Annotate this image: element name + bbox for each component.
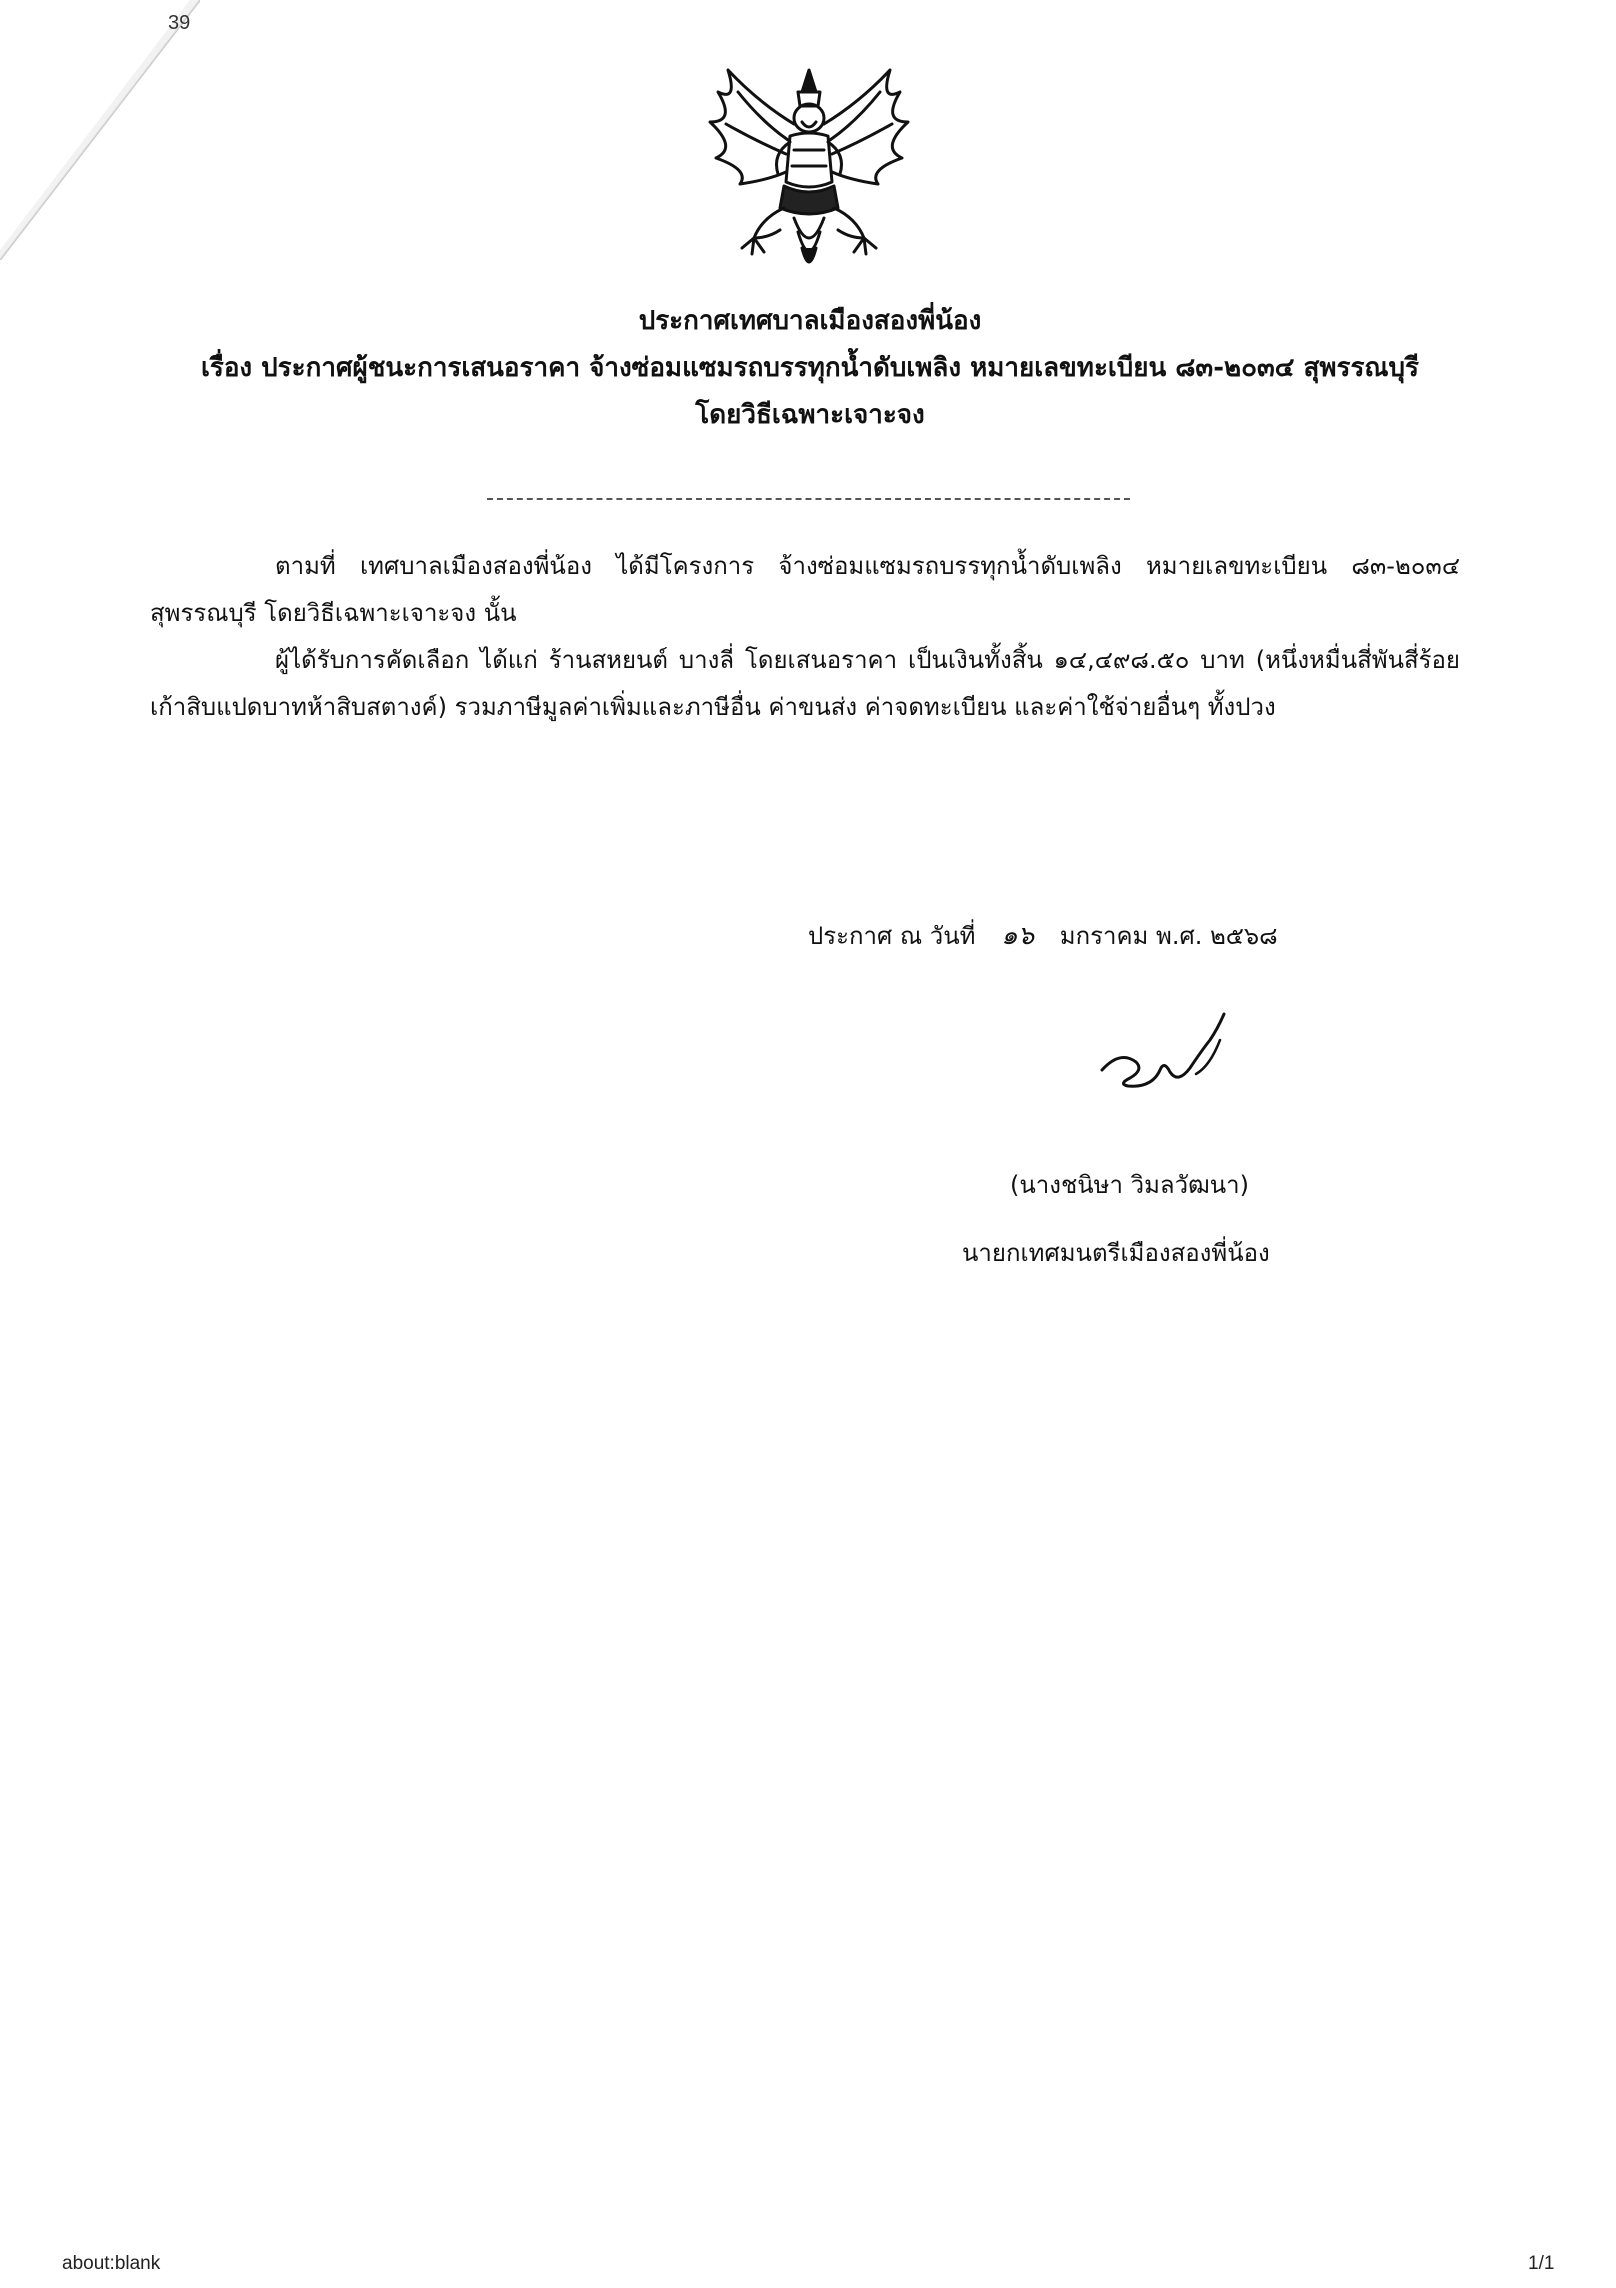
title-divider [487,498,1130,500]
paragraph-project: ตามที่ เทศบาลเมืองสองพี่น้อง ได้มีโครงการ จ้างซ่อมแซมรถบรรทุกน้ำดับเพลิง หมายเลขทะเบียน ๘๓-๒๐๓๔ สุพรรณบุรี โดยวิธีเฉพาะเจาะจง นั้น [150,552,1460,627]
date-month-year: มกราคม พ.ศ. ๒๕๖๘ [1059,922,1278,950]
title-line-2: เรื่อง ประกาศผู้ชนะการเสนอราคา จ้างซ่อมแซมรถบรรทุกน้ำดับเพลิง หมายเลขทะเบียน ๘๓-๒๐๓๔ สุพรรณบุรี [200,353,1420,383]
footer-url: about:blank [62,2253,161,2274]
paragraph-winner: ผู้ได้รับการคัดเลือก ได้แก่ ร้านสหยนต์ บางลี่ โดยเสนอราคา เป็นเงินทั้งสิ้น ๑๔,๔๙๘.๕๐ บาท (หนึ่งหมื่นสี่พันสี่ร้อยเก้าสิบแปดบาทห้าสิบสตางค์) รวมภาษีมูลค่าเพิ่มและภาษีอื่น ค่าขนส่ง ค่าจดทะเบียน และค่าใช้จ่ายอื่นๆ ทั้งปวง [150,646,1460,721]
document-title [120,298,1500,439]
footer-page-count: 1/1 [1528,2253,1555,2274]
garuda-emblem-icon [698,62,920,282]
title-line-3: โดยวิธีเฉพาะเจาะจง [695,400,925,430]
title-line-1: ประกาศเทศบาลเมืองสองพี่น้อง [638,306,982,336]
date-prefix: ประกาศ ณ วันที่ [808,922,976,950]
page-corner-fold [0,0,200,260]
announcement-body [150,543,1460,731]
date-day-handwritten: ๑๖ [1001,921,1035,951]
signer-title: นายกเทศมนตรีเมืองสองพี่น้อง [962,1239,1270,1267]
signer-name: (นางชนิษา วิมลวัฒนา) [1010,1171,1249,1199]
announcement-date [808,915,1278,956]
signature-icon [1100,1000,1250,1100]
page-number: 39 [168,12,191,34]
